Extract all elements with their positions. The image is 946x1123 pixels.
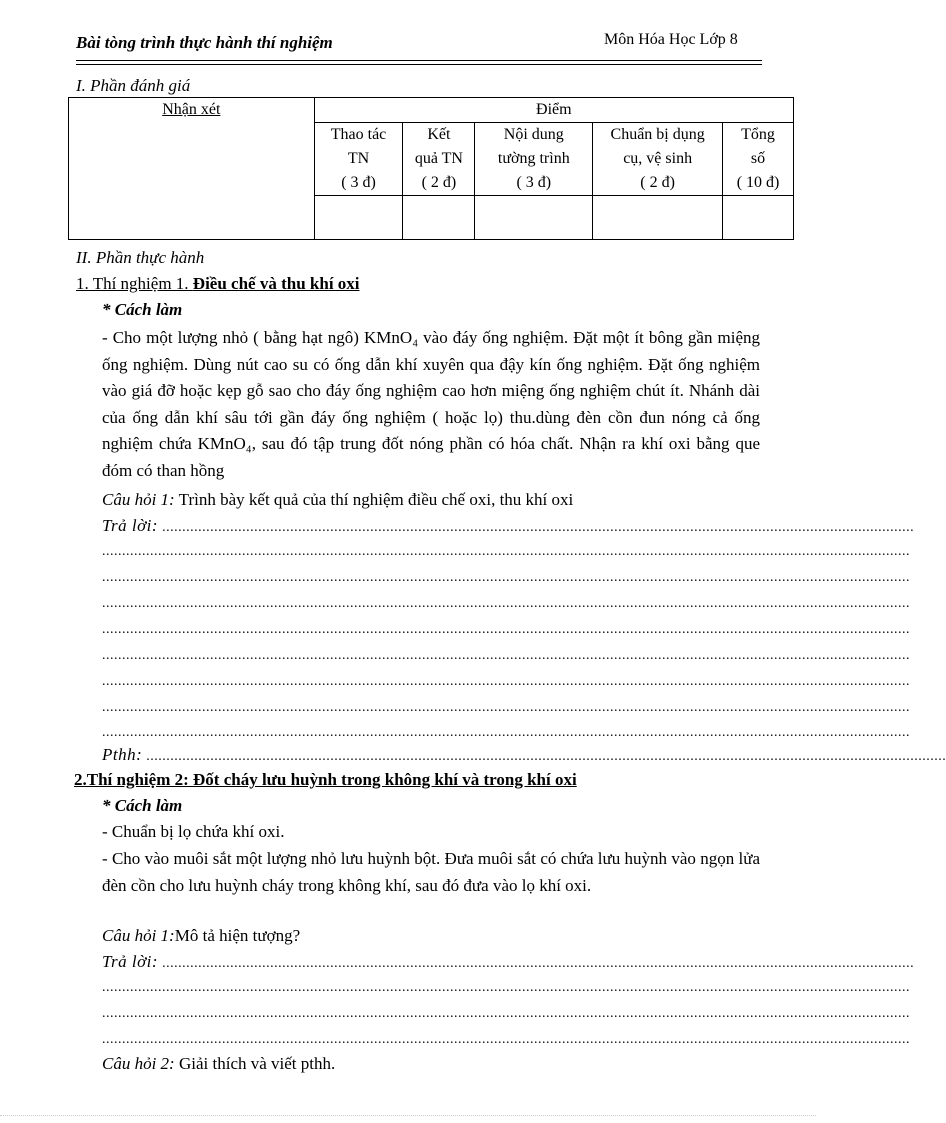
document-title: Bài tòng trình thực hành thí nghiệm: [76, 33, 333, 52]
exp2-step-1: - Chuẩn bị lọ chứa khí oxi.: [102, 822, 285, 841]
experiment-2-title: 2.Thí nghiệm 2: Đốt cháy lưu huỳnh trong không khí và trong khí oxi: [74, 770, 577, 789]
exp1-method-heading: * Cách làm: [102, 300, 183, 319]
header-rule: [76, 60, 762, 61]
answer-line[interactable]: ..........................................................................................................................................................................................................: [102, 544, 910, 559]
answer-line[interactable]: ..........................................................................................................................................................................................................: [102, 980, 910, 995]
col-header-thaotac: Thao tác TN ( 3 đ): [314, 123, 403, 196]
answer-line[interactable]: ..........................................................................................................................................................................................................: [102, 674, 910, 689]
subject-label: Môn Hóa Học Lớp 8: [604, 31, 738, 48]
answer-line[interactable]: ..........................................................................................................................................................................................................: [102, 570, 910, 585]
answer-line[interactable]: ..........................................................................................................................................................................................................: [102, 648, 910, 663]
col-header-ketqua: Kết quả TN ( 2 đ): [403, 123, 475, 196]
diem-header: Điểm: [314, 98, 793, 123]
score-cell-tongso[interactable]: [723, 196, 794, 240]
exp2-method-heading: * Cách làm: [102, 796, 183, 815]
exp2-procedure: - Cho vào muôi sắt một lượng nhỏ lưu huỳnh bột. Đưa muôi sắt có chứa lưu huỳnh vào ngọn lửa đèn cồn cho lưu huỳnh cháy trong không khí, sau đó đưa vào lọ khí oxi.: [102, 849, 760, 895]
exp2-answer-line[interactable]: Trả lời: ............................................................................................................................................................................................: [102, 952, 915, 971]
exp2-question-1: Câu hỏi 1:Mô tả hiện tượng?: [102, 926, 301, 945]
exp1-answer-line[interactable]: Trả lời: ............................................................................................................................................................................................: [102, 516, 915, 535]
header-rule-double: [76, 64, 762, 65]
score-cell-thaotac[interactable]: [314, 196, 403, 240]
answer-line[interactable]: ..........................................................................................................................................................................................................: [102, 1006, 910, 1021]
answer-line[interactable]: ..........................................................................................................................................................................................................: [102, 1032, 910, 1047]
evaluation-table: [68, 97, 794, 240]
answer-line[interactable]: ..........................................................................................................................................................................................................: [102, 622, 910, 637]
col-header-tongso: Tổng số ( 10 đ): [723, 123, 794, 196]
section-practice-title: II. Phần thực hành: [76, 248, 205, 267]
score-cell-noidung[interactable]: [475, 196, 593, 240]
nhanxet-cell: [69, 98, 315, 240]
answer-line[interactable]: ..........................................................................................................................................................................................................: [102, 725, 910, 740]
page-bottom-border: [0, 1115, 816, 1116]
exp1-question-1: Câu hỏi 1: Trình bày kết quả của thí nghiệm điều chế oxi, thu khí oxi: [102, 490, 574, 509]
col-header-chuanbi: Chuẩn bị dụng cụ, vệ sinh ( 2 đ): [593, 123, 723, 196]
nhanxet-header: Nhận xét: [162, 101, 221, 118]
exp2-question-2: Câu hỏi 2: Giải thích và viết pthh.: [102, 1054, 336, 1073]
col-header-noidung: Nội dung tường trình ( 3 đ): [475, 123, 593, 196]
score-cell-chuanbi[interactable]: [593, 196, 723, 240]
answer-line[interactable]: ..........................................................................................................................................................................................................: [102, 700, 910, 715]
score-cell-ketqua[interactable]: [403, 196, 475, 240]
exp1-procedure: - Cho một lượng nhỏ ( bằng hạt ngô) KMnO₄ vào đáy ống nghiệm. Đặt một ít bông gần miệng ống nghiệm. Dùng nút cao su có ống dẫn khí xuyên qua đậy kín ống nghiệm. Đặt ống nghiệm vào giá đỡ hoặc kẹp gỗ sao cho đáy ống nghiệm cao hơn miệng ống nghiệm chút ít. Nhánh dài của ống dẫn khí sâu tới gần đáy ống nghiệm ( hoặc lọ) thu.dùng đèn cồn đun nóng cả ống nghiệm chứa KMnO₄, sau đó tập trung đốt nóng phần có hóa chất. Nhận ra khí oxi bằng que đóm có than hồng: [102, 328, 760, 480]
experiment-1-title: 1. Thí nghiệm 1. Điều chế và thu khí oxi: [76, 274, 360, 293]
section-evaluation-title: I. Phần đánh giá: [76, 76, 191, 95]
answer-line[interactable]: ..........................................................................................................................................................................................................: [102, 596, 910, 611]
exp1-pthh-line[interactable]: Pthh: ........................................................................................................................................................................................................: [102, 745, 946, 764]
